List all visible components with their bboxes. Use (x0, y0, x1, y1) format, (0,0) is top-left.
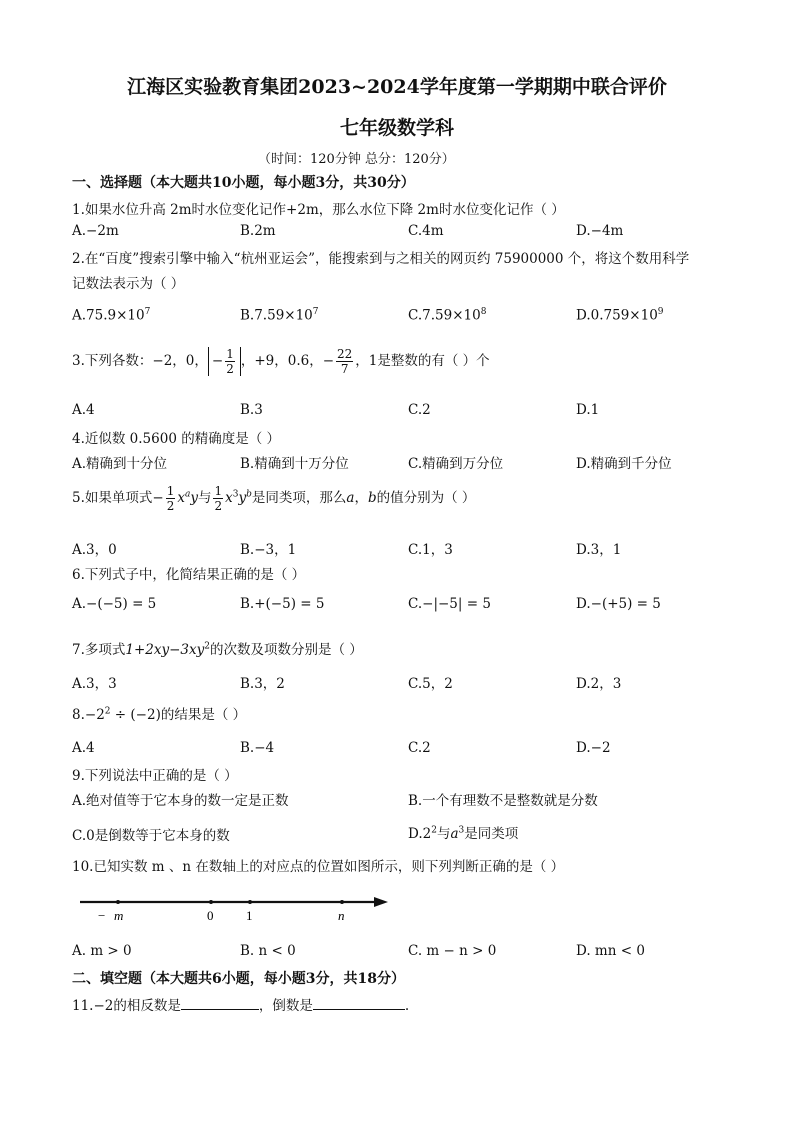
q7-option-c: C.5，2 (408, 676, 453, 692)
q1-option-b: B.2m (240, 223, 276, 239)
q6-option-b: B.+(−5) = 5 (240, 596, 325, 612)
q4-option-d: D.精确到千分位 (576, 456, 672, 472)
q7-option-b: B.3，2 (240, 676, 285, 692)
q3-option-d: D.1 (576, 402, 600, 418)
exam-subtitle: 七年级数学科 (339, 117, 454, 139)
q2-option-a: $A.75.9\times 10^7$ (72, 307, 151, 324)
q10-option-a: A. m > 0 (72, 943, 132, 959)
q4-option-c: C.精确到万分位 (408, 456, 504, 472)
number-line-arrow (374, 897, 388, 907)
number-line-figure (78, 888, 398, 928)
q5-option-b: B.−3，1 (240, 542, 297, 558)
question-8: $8.-2^2 \div (-2)$的结果是（ ） (72, 706, 247, 723)
point-n (340, 900, 344, 904)
question-11: 11.−2的相反数是 ，倒数是 . (72, 994, 409, 1014)
point-one (248, 900, 252, 904)
label-one: 1 (246, 908, 253, 923)
q8-option-c: C.2 (408, 740, 431, 756)
question-10: 10.已知实数 m 、n 在数轴上的对应点的位置如图所示，则下列判断正确的是（ ） (72, 859, 565, 875)
exam-title: 江海区实验教育集团2023~2024学年度第一学期期中联合评价 (127, 76, 667, 98)
q8-option-a: A.4 (72, 740, 95, 756)
q9-option-b: B.一个有理数不是整数就是分数 (408, 793, 598, 809)
label-zero: 0 (207, 908, 214, 923)
label-n: n (338, 908, 345, 923)
section-heading-fill: 二、填空题（本大题共6小题，每小题3分，共18分） (72, 971, 405, 987)
q7-option-d: D.2，3 (576, 676, 622, 692)
q1-option-a: A.−2m (72, 223, 119, 239)
q10-option-d: D. mn < 0 (576, 943, 645, 959)
q1-option-d: D.−4m (576, 223, 624, 239)
q8-option-b: B.−4 (240, 740, 275, 756)
q1-option-c: C.4m (408, 223, 444, 239)
question-4: 4.近似数 0.5600 的精确度是（ ） (72, 431, 280, 447)
q4-option-a: A.精确到十分位 (72, 456, 168, 472)
q3-option-a: A.4 (72, 402, 95, 418)
label-minus: − (98, 908, 106, 923)
q10-option-b: B. n < 0 (240, 943, 296, 959)
q8-option-d: D.−2 (576, 740, 611, 756)
absolute-value: − $\frac{1}{2}$ (208, 347, 241, 376)
answer-blank-1[interactable] (181, 995, 259, 1010)
q5-option-d: D.3，1 (576, 542, 622, 558)
question-3: 3.下列各数：−2，0， − $\frac{1}{2}$ ，+9，0.6，− $\frac{22}{7}$ ，1是整数的有（ ）个 (72, 347, 490, 376)
q5-option-a: A.3，0 (72, 542, 117, 558)
q5-option-c: C.1，3 (408, 542, 453, 558)
label-m: m (114, 908, 124, 923)
question-5: 5.如果单项式− $\frac{1}{2}$ $x^ay$与 $\frac{1}{2}$ $x^3y^b$是同类项，那么a，b的值分别为（ ） (72, 484, 476, 513)
section-heading-choice: 一、选择题（本大题共10小题，每小题3分，共30分） (72, 175, 415, 191)
question-1: 1.如果水位升高 2m时水位变化记作+2m，那么水位下降 2m时水位变化记作（ ） (72, 202, 565, 218)
q4-option-b: B.精确到十万分位 (240, 456, 349, 472)
q10-option-c: C. m − n > 0 (408, 943, 497, 959)
q6-option-d: D.−(+5) = 5 (576, 596, 661, 612)
question-2-line1: 2.在“百度”搜索引擎中输入“杭州亚运会”，能搜索到与之相关的网页约 75900000 个，将这个数用科学 (72, 251, 690, 267)
q6-option-c: C.−|−5| = 5 (408, 596, 491, 612)
question-9: 9.下列说法中正确的是（ ） (72, 768, 238, 784)
q9-option-c: C.0是倒数等于它本身的数 (72, 828, 230, 844)
point-zero (209, 900, 213, 904)
q9-option-d: $D.2^2$与$a^3$是同类项 (408, 825, 519, 842)
question-2-line2: 记数法表示为（ ） (72, 276, 185, 292)
q6-option-a: A.−(−5) = 5 (72, 596, 157, 612)
q2-option-b: $B.7.59\times 10^7$ (240, 307, 319, 324)
answer-blank-2[interactable] (313, 995, 405, 1010)
q9-option-a: A.绝对值等于它本身的数一定是正数 (72, 793, 289, 809)
q3-option-b: B.3 (240, 402, 263, 418)
question-7: 7.多项式$1+2xy-3xy^2$的次数及项数分别是（ ） (72, 641, 363, 658)
q2-option-c: $C.7.59\times 10^8$ (408, 307, 487, 324)
exam-info: （时间：120分钟 总分：120分） (258, 152, 455, 167)
q3-option-c: C.2 (408, 402, 431, 418)
q7-option-a: A.3，3 (72, 676, 117, 692)
q2-option-d: $D.0.759\times 10^9$ (576, 307, 664, 324)
point-m (116, 900, 120, 904)
question-6: 6.下列式子中，化简结果正确的是（ ） (72, 567, 306, 583)
